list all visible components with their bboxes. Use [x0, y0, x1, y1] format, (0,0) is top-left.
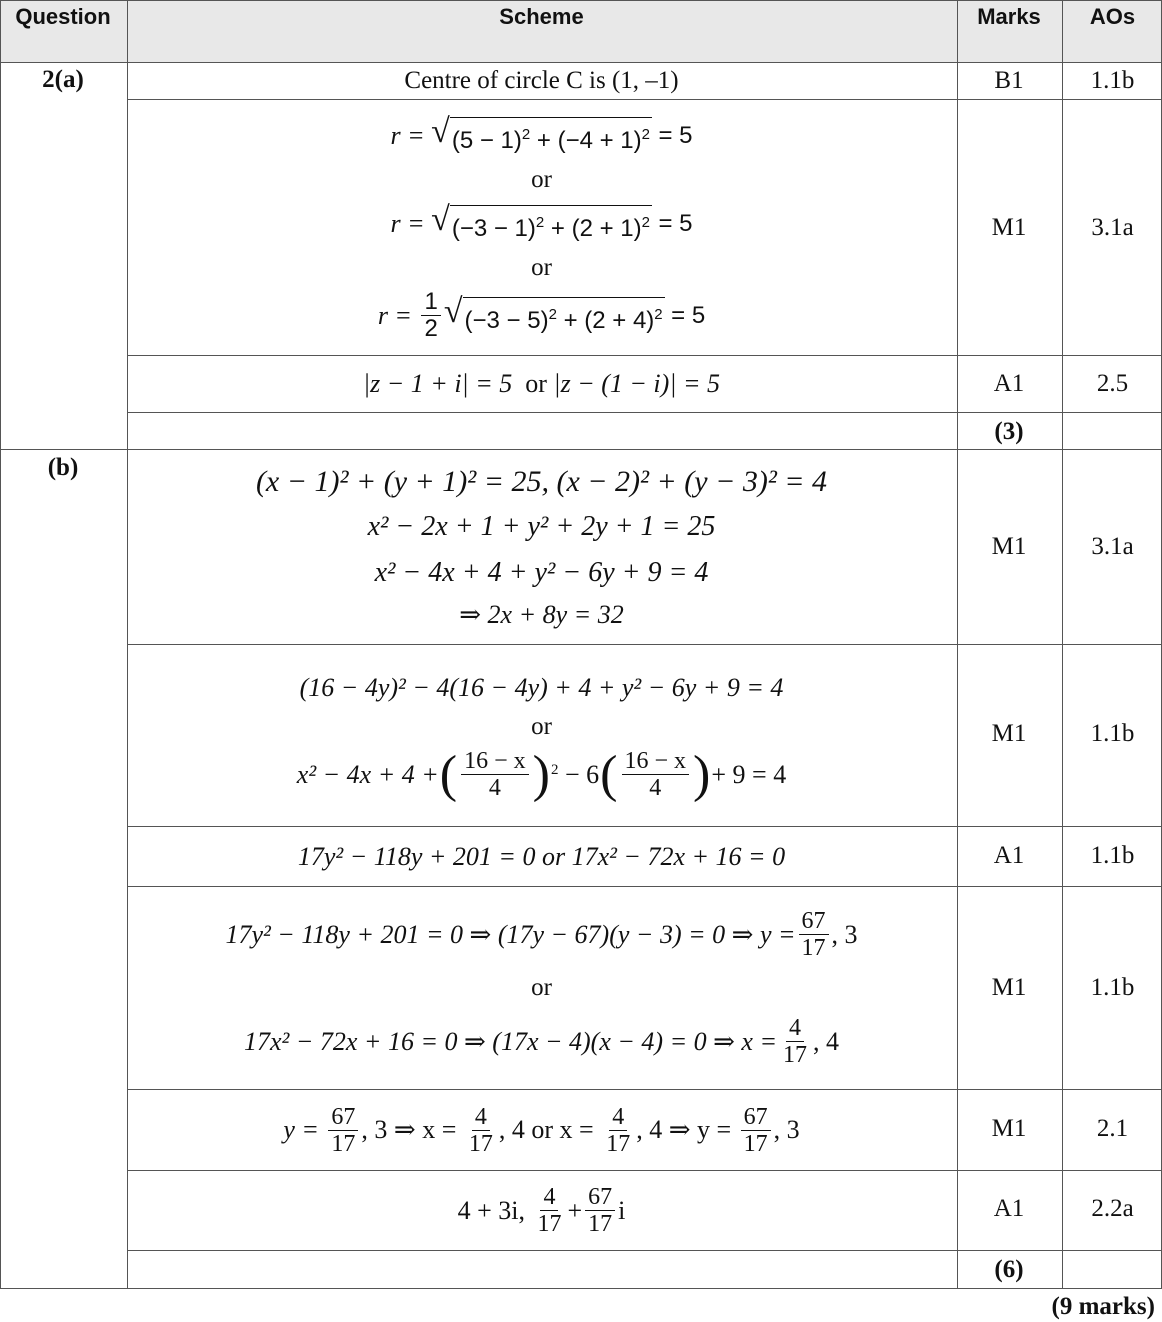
- equation-text: , 3: [773, 1115, 800, 1144]
- fraction-67-over-17: $\frac{67}{17}$: [585, 1185, 615, 1236]
- ao-b5: 2.1: [1096, 1115, 1129, 1142]
- subtotal-b: (6): [994, 1256, 1024, 1283]
- ao-a1: 1.1b: [1090, 67, 1135, 94]
- grid-line: [0, 0, 1, 1288]
- question-label-2b: (b): [47, 454, 79, 481]
- grid-line: [127, 1250, 1162, 1251]
- grid-line: [0, 0, 1162, 1]
- equation-line: [244, 1016, 839, 1067]
- equation-line: [256, 460, 827, 504]
- ao-b6: 2.2a: [1091, 1195, 1134, 1222]
- sqrt-expression: √ $(-3 - 1)^2 + (2 + 1)^2$: [431, 202, 652, 246]
- mark-b1: M1: [991, 533, 1027, 560]
- sqrt-expression: √ $(-3 - 5)^2 + (2 + 4)^2$: [444, 294, 665, 338]
- equation-text: 17y² − 118y + 201 = 0 ⇒ (17y − 67)(y − 3) = 0 ⇒ y =: [225, 919, 796, 949]
- paren: ): [532, 745, 550, 803]
- or-text: or: [531, 166, 552, 193]
- mark-b4: M1: [991, 974, 1027, 1001]
- fraction-4-over-17: $\frac{4}{17}$: [468, 1103, 493, 1157]
- equation-text: = 5: [671, 301, 706, 329]
- scheme-cell-b1: [128, 450, 955, 644]
- equation-text: 17y² − 118y + 201 = 0 or 17x² − 72x + 16 = 0: [297, 841, 786, 871]
- equation-text: (x − 1)² + (y + 1)² = 25, (x − 2)² + (y − 3)² = 4: [255, 465, 828, 498]
- equation-text: , 3 ⇒ x =: [361, 1115, 457, 1144]
- equation-text: ⇒ 2x + 8y = 32: [459, 600, 624, 629]
- or-text: or: [531, 974, 552, 1001]
- scheme-cell-b5: [128, 1090, 955, 1170]
- equation-text: x² − 4x + 4 + y² − 6y + 9 = 4: [374, 557, 709, 588]
- ao-b3: 1.1b: [1090, 842, 1135, 869]
- ao-a3: 2.5: [1096, 370, 1129, 397]
- fraction-4-over-17: $\frac{4}{17}$: [783, 1015, 807, 1068]
- scheme-cell-a3: [128, 356, 955, 412]
- grid-line: [957, 0, 958, 1288]
- equation-line: [375, 550, 709, 596]
- equation-line: [378, 290, 705, 341]
- equation-line: [368, 504, 716, 550]
- equation-text: x² − 2x + 1 + y² + 2y + 1 = 25: [367, 511, 716, 542]
- equation-text: r =: [377, 300, 412, 330]
- equation-text: r =: [390, 209, 425, 238]
- fraction-4-over-17: $\frac{4}{17}$: [537, 1184, 562, 1237]
- paren: ): [693, 745, 711, 803]
- mark-a1: B1: [994, 67, 1024, 94]
- ao-b2: 1.1b: [1090, 720, 1135, 747]
- total-marks: (9 marks): [1051, 1293, 1155, 1320]
- scheme-cell-b6: [128, 1171, 955, 1250]
- equation-text: |z − 1 + i| = 5: [362, 369, 513, 398]
- mark-b3: A1: [993, 842, 1025, 869]
- equation-text: 4 + 3i,: [457, 1195, 525, 1225]
- equation-text: , 4 or x =: [498, 1115, 594, 1144]
- equation-text: 17x² − 72x + 16 = 0 ⇒ (17x − 4)(x − 4) = 0 ⇒ x =: [243, 1026, 777, 1056]
- fraction-67-over-17: $\frac{67}{17}$: [328, 1105, 358, 1156]
- equation-text: = 5: [658, 122, 693, 149]
- fraction-4-over-17: $\frac{4}{17}$: [606, 1103, 631, 1157]
- equation-line: [298, 840, 785, 874]
- equation-text: = 5: [658, 210, 693, 237]
- equation-text: − 6: [565, 759, 600, 789]
- ao-a2: 3.1a: [1091, 214, 1134, 241]
- paren: (: [439, 745, 458, 803]
- equation-text: |z − (1 − i)| = 5: [553, 369, 721, 398]
- or-text: or: [525, 369, 547, 398]
- ao-b1: 3.1a: [1091, 533, 1134, 560]
- question-label-2a: 2(a): [42, 66, 84, 93]
- fraction-16-minus-x-over-4: $\frac{16 - x}{4}$: [622, 749, 690, 800]
- equation-line: [459, 596, 623, 634]
- grid-line: [0, 1288, 1162, 1289]
- mark-b2: M1: [991, 720, 1027, 747]
- equation-line: [391, 114, 693, 158]
- header-aos: AOs: [1089, 4, 1136, 29]
- grid-line: [127, 412, 1162, 413]
- equation-text: i: [618, 1195, 626, 1225]
- scheme-text: Centre of circle C is (1, –1): [404, 67, 679, 94]
- mark-b6: A1: [993, 1195, 1025, 1222]
- mark-a2: M1: [991, 214, 1027, 241]
- or-text: or: [531, 713, 552, 740]
- equation-text: +: [567, 1195, 583, 1225]
- fraction-67-over-17: $\frac{67}{17}$: [799, 909, 829, 960]
- equation-line: [391, 202, 693, 246]
- header-scheme: Scheme: [499, 4, 584, 29]
- equation-text: , 4 ⇒ y =: [636, 1115, 732, 1144]
- scheme-cell-a1: [128, 63, 955, 99]
- equation-line: [458, 1185, 626, 1236]
- mark-b5: M1: [991, 1115, 1027, 1142]
- scheme-cell-b3: [128, 827, 955, 886]
- header-question: Question: [15, 4, 111, 29]
- scheme-cell-a2: [128, 100, 955, 355]
- sqrt-expression: √ $(5 - 1)^2 + (-4 + 1)^2$: [431, 114, 652, 158]
- equation-text: + 9 = 4: [711, 759, 787, 789]
- equation-text: r =: [390, 121, 425, 150]
- fraction-67-over-17: $\frac{67}{17}$: [741, 1105, 771, 1156]
- equation-line: x² − 4x + 4 + ( $\frac{16 - x}{4}$ ) 2 − 6 ( $\frac{16 - x}{4}$ ) + 9 = 4: [296, 745, 787, 803]
- equation-text: , 4: [813, 1026, 839, 1056]
- scheme-cell-b2: [128, 645, 955, 826]
- equation-line: [300, 671, 784, 705]
- equation-text: (16 − 4y)² − 4(16 − 4y) + 4 + y² − 6y + 9 = 4: [299, 673, 784, 702]
- equation-line: [363, 367, 720, 401]
- paren: (: [600, 745, 618, 803]
- equation-text: y =: [283, 1115, 319, 1144]
- mark-a3: A1: [993, 370, 1025, 397]
- equation-text: , 3: [831, 919, 858, 949]
- subtotal-a: (3): [994, 418, 1024, 445]
- or-text: or: [531, 254, 552, 281]
- equation-line: [225, 909, 857, 960]
- header-marks: Marks: [977, 4, 1041, 29]
- ao-b4: 1.1b: [1090, 974, 1135, 1001]
- grid-line: [1062, 0, 1063, 1288]
- scheme-cell-b4: [128, 887, 955, 1089]
- equation-line: [283, 1105, 799, 1156]
- fraction-one-half: $\frac{1}{2}$: [421, 290, 440, 341]
- equation-text: x² − 4x + 4 +: [296, 759, 439, 789]
- fraction-16-minus-x-over-4: $\frac{16 - x}{4}$: [461, 749, 529, 800]
